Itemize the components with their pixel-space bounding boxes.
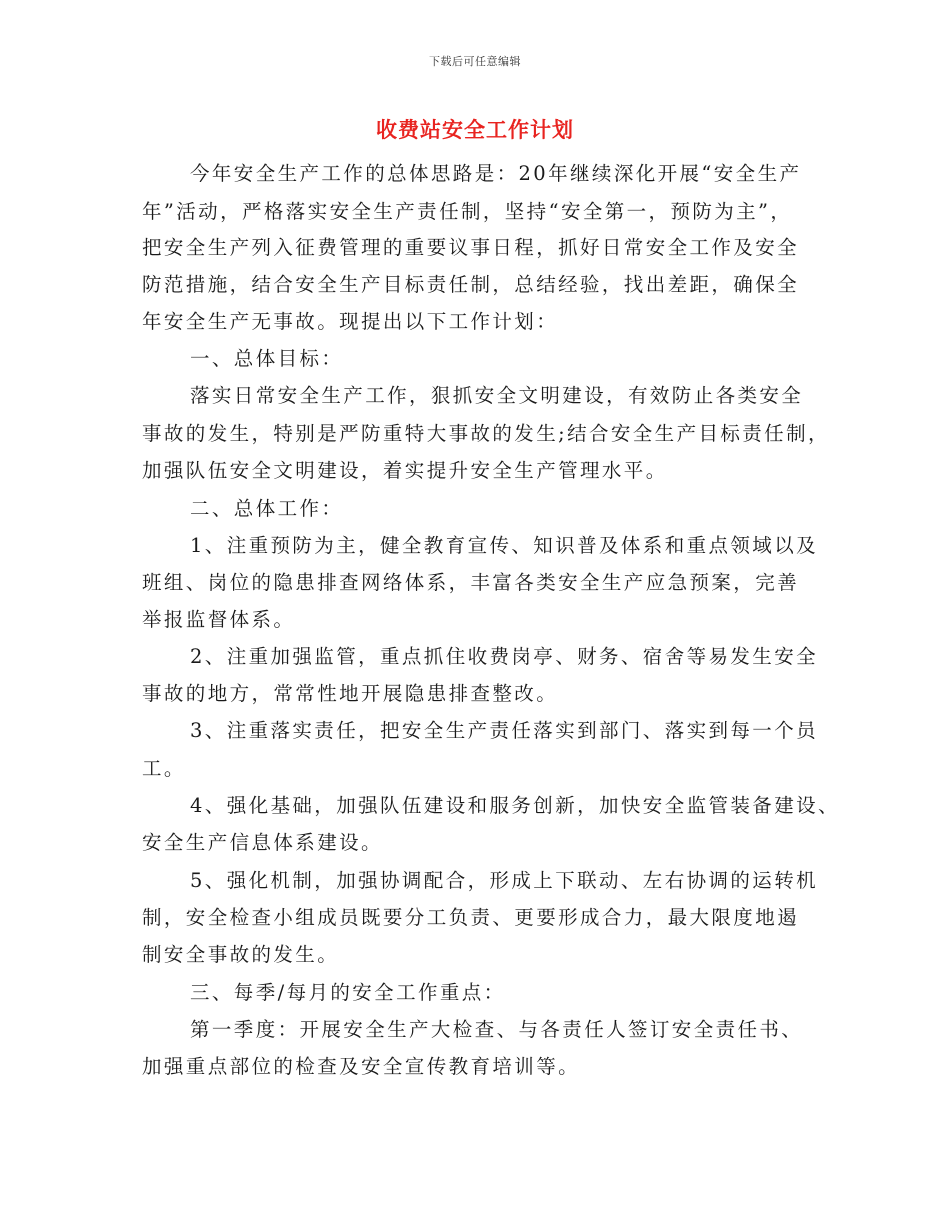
text-line: 防范措施，结合安全生产目标责任制，总结经验，找出差距，确保全	[142, 273, 800, 296]
text-line: 制，安全检查小组成员既要分工负责、更要形成合力，最大限度地遏	[142, 906, 800, 929]
text-line: 把安全生产列入征费管理的重要议事日程，抓好日常安全工作及安全	[142, 236, 800, 259]
text-line: 今年安全生产工作的总体思路是：20年继续深化开展“安全生产	[190, 162, 802, 185]
text-line: 5、强化机制，加强协调配合，形成上下联动、左右协调的运转机	[190, 869, 819, 892]
text-line: 年”活动，严格落实安全生产责任制，坚持“安全第一，预防为主”，	[142, 200, 793, 223]
section-heading: 一、总体目标：	[190, 347, 344, 370]
text-line: 加强重点部位的检查及安全宣传教育培训等。	[142, 1055, 581, 1078]
text-line: 1、注重预防为主，健全教育宣传、知识普及体系和重点领域以及	[190, 534, 819, 557]
text-line: 工。	[142, 757, 186, 780]
text-line: 落实日常安全生产工作，狠抓安全文明建设，有效防止各类安全	[190, 384, 804, 407]
text-line: 安全生产信息体系建设。	[142, 831, 383, 854]
text-line: 事故的地方，常常性地开展隐患排查整改。	[142, 682, 559, 705]
text-line: 事故的发生，特别是严防重特大事故的发生;结合安全生产目标责任制，	[142, 422, 830, 445]
document-title: 收费站安全工作计划	[376, 118, 574, 142]
text-line: 3、注重落实责任，把安全生产责任落实到部门、落实到每一个员	[190, 719, 819, 742]
text-line: 制安全事故的发生。	[142, 943, 340, 966]
text-line: 加强队伍安全文明建设，着实提升安全生产管理水平。	[142, 459, 668, 482]
text-line: 班组、岗位的隐患排查网络体系，丰富各类安全生产应急预案，完善	[142, 571, 800, 594]
section-heading: 三、每季/每月的安全工作重点：	[190, 981, 506, 1004]
text-line: 4、强化基础，加强队伍建设和服务创新，加快安全监管装备建设、	[190, 794, 840, 817]
header-note: 下载后可任意编辑	[429, 55, 521, 68]
text-line: 年安全生产无事故。现提出以下工作计划：	[142, 310, 559, 333]
text-line: 第一季度：开展安全生产大检查、与各责任人签订安全责任书、	[190, 1018, 804, 1041]
section-heading: 二、总体工作：	[190, 497, 344, 520]
text-line: 举报监督体系。	[142, 608, 296, 631]
text-line: 2、注重加强监管，重点抓住收费岗亭、财务、宿舍等易发生安全	[190, 645, 819, 668]
